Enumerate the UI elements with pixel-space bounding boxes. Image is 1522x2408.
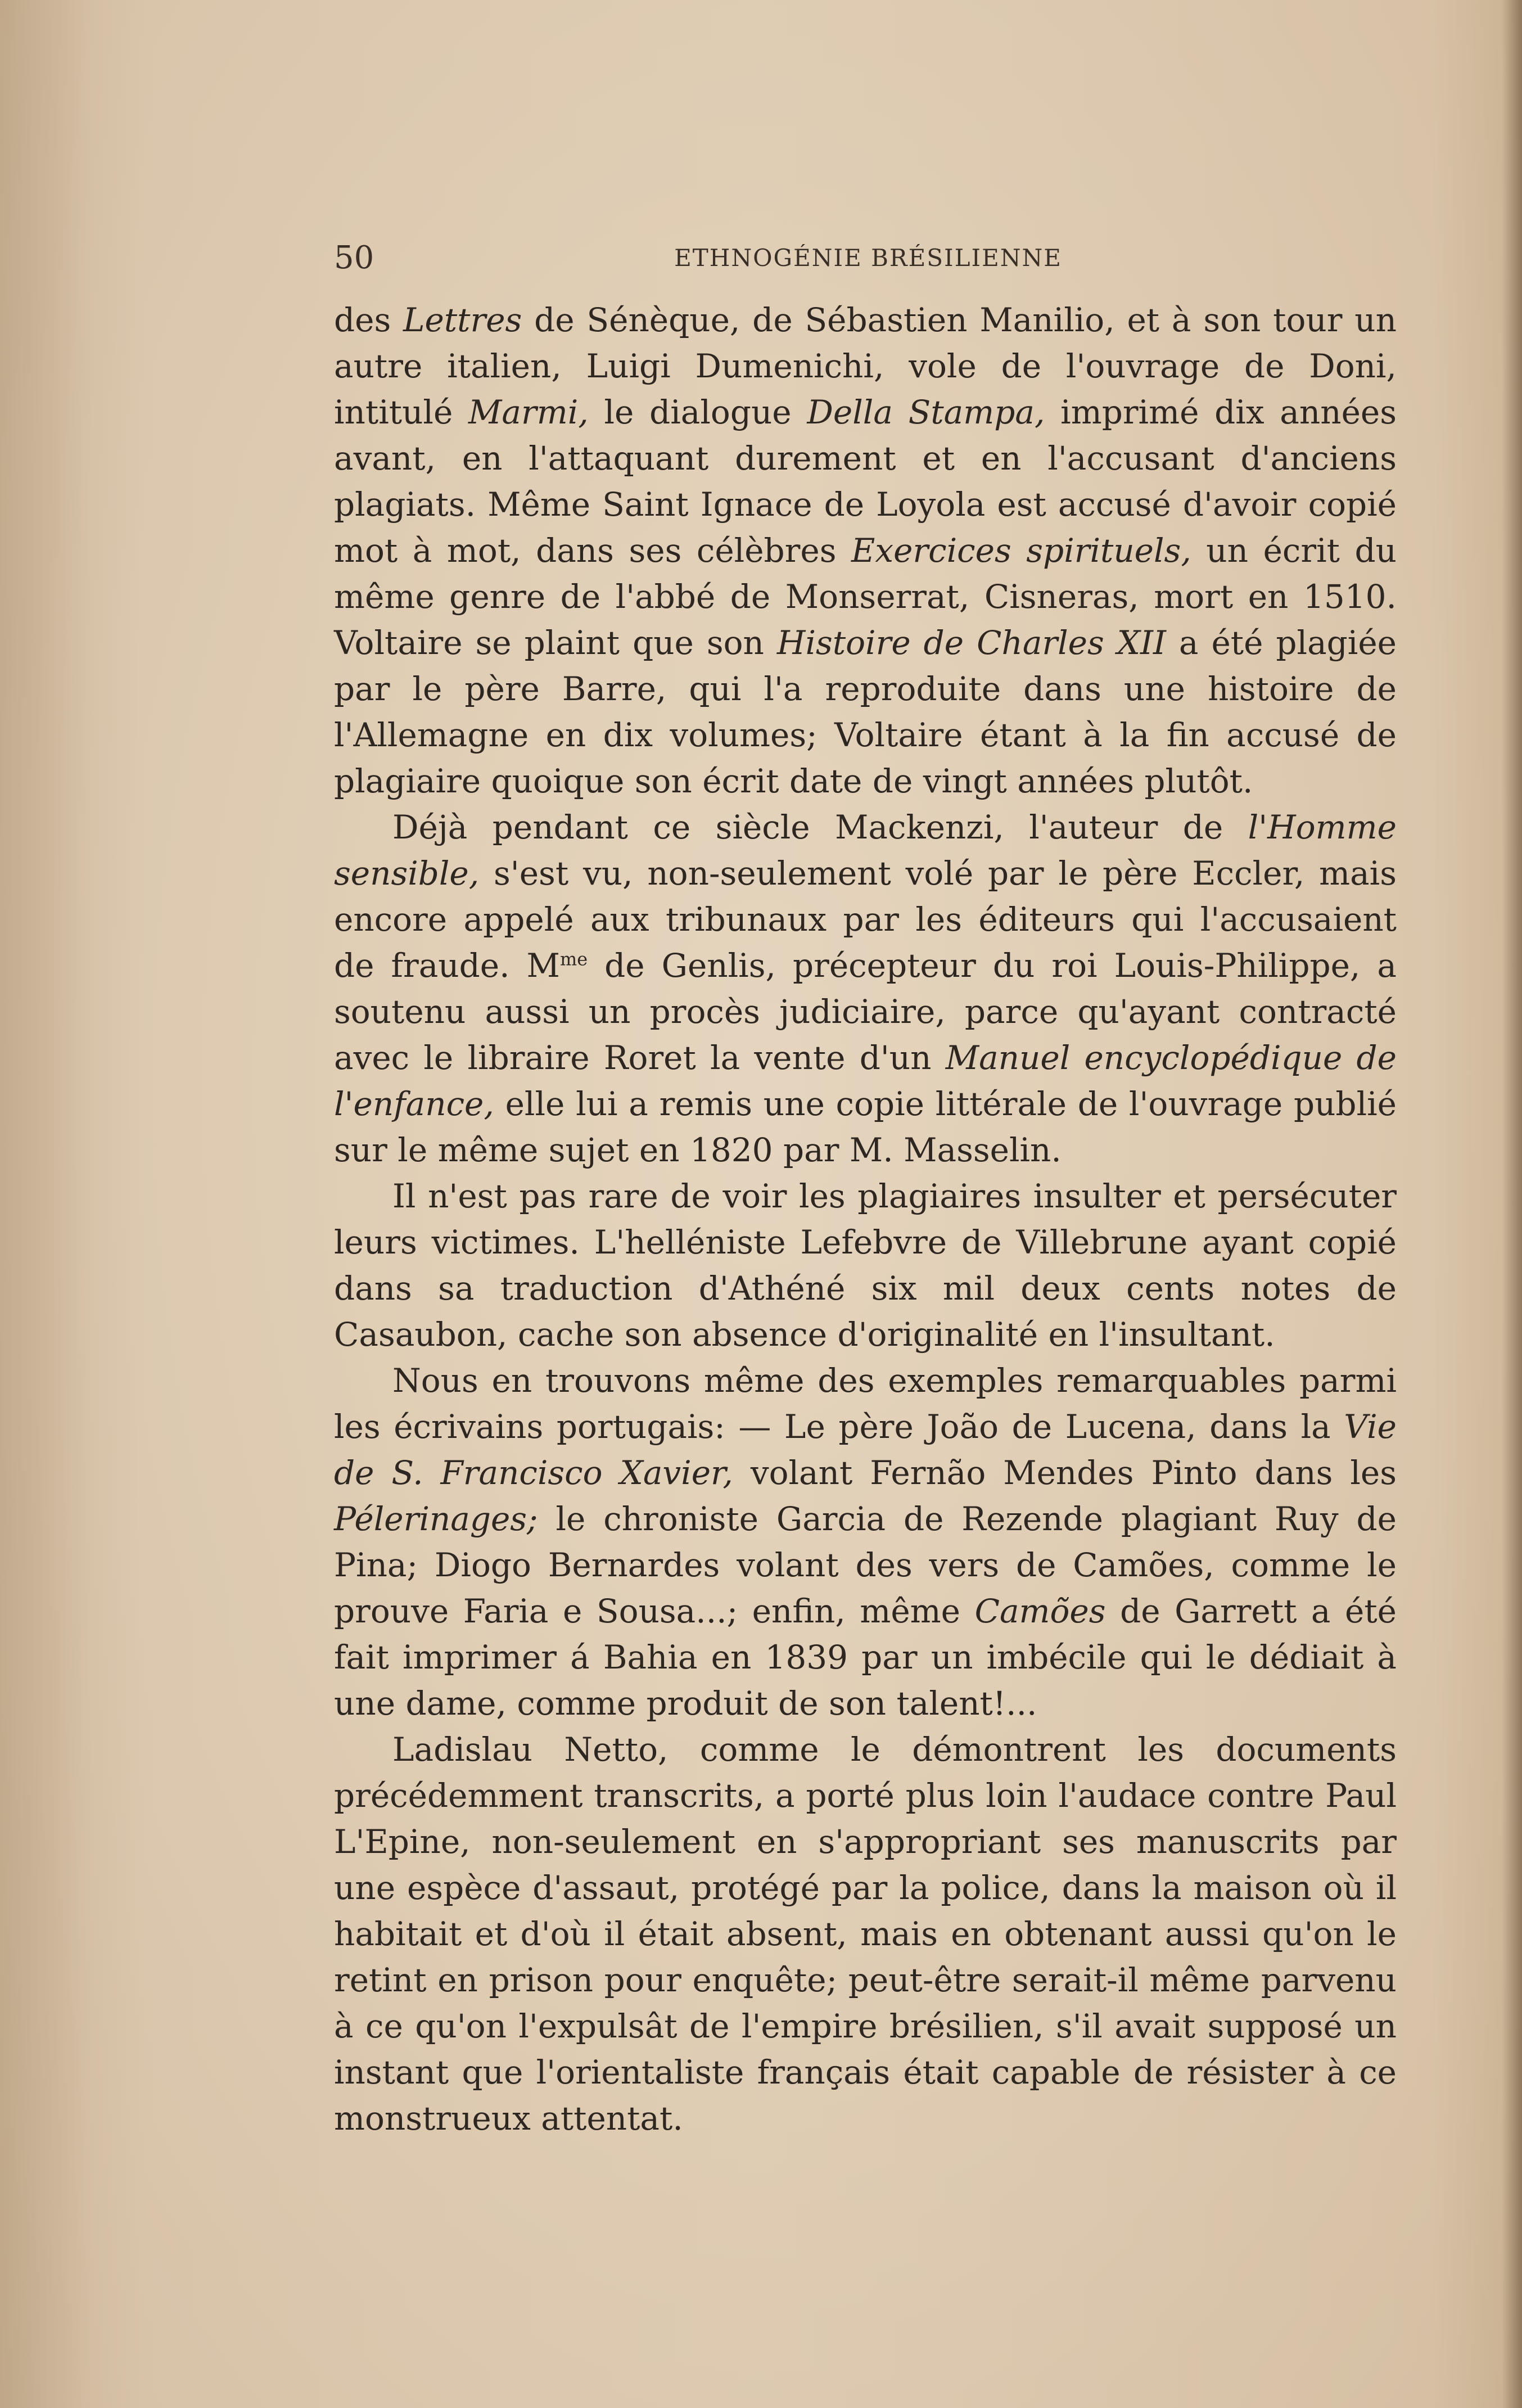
italic-title: Manuel encyclopédique de l'enfance, (334, 1039, 1397, 1123)
italic-title: Histoire de Charles XII (776, 624, 1166, 662)
page-header (334, 238, 1402, 278)
text-run: de Genlis, précepteur du roi Louis-Philippe, a soutenu aussi un procès judiciaire, parce qu'ayant contracté avec le libraire Roret la vente d'un (334, 946, 1397, 1077)
text-run: imprimé dix années avant, en l'attaquant durement et en l'accusant d'anciens plagiats. Même Saint Ignace de Loyola est accusé d'avoir copié mot à mot, dans ses célèbres (334, 393, 1397, 570)
running-title: ETHNOGÉNIE BRÉSILIENNE (674, 244, 1062, 272)
paragraph-2 (334, 804, 1397, 1173)
text-run: de Garrett a été fait imprimer á Bahia en 1839 par un imbécile qui le dédiait à une dame, comme produit de son talent!... (334, 1592, 1397, 1722)
text-run: le chroniste Garcia de Rezende plagiant Ruy de Pina; Diogo Bernardes volant des vers de Camões, comme le prouve Faria e Sousa...; enfin, même (334, 1500, 1397, 1630)
text-run: a été plagiée par le père Barre, qui l'a reproduite dans une histoire de l'Allemagne en dix volumes; Voltaire étant à la fin accusé de plagiaire quoique son écrit date de vingt années plutôt. (334, 624, 1397, 800)
body-text (334, 297, 1397, 2141)
italic-title: Pélerinages; (334, 1500, 538, 1538)
superscript: me (559, 948, 588, 970)
text-run: des (334, 301, 404, 339)
text-run: Nous en trouvons même des exemples remarquables parmi les écrivains portugais: — Le père João de Lucena, dans la (334, 1361, 1397, 1446)
italic-title: Camões (974, 1592, 1106, 1630)
paragraph-3 (334, 1173, 1397, 1358)
paragraph-4 (334, 1358, 1397, 1726)
text-run: de Sénèque, de Sébastien Manilio, et à son tour un autre italien, Luigi Dumenichi, vole de l'ouvrage de Doni, intitulé (334, 301, 1397, 431)
text-run: elle lui a remis une copie littérale de l'ouvrage publié sur le même sujet en 1820 par M. Masselin. (334, 1085, 1397, 1169)
text-run: Déjà pendant ce siècle Mackenzi, l'auteur de (392, 808, 1248, 846)
paragraph-1 (334, 297, 1397, 804)
text-run: s'est vu, non-seulement volé par le père Eccler, mais encore appelé aux tribunaux par les éditeurs qui l'accusaient de fraude. M (334, 854, 1397, 985)
italic-title: Lettres (403, 301, 522, 339)
paragraph-5 (334, 1726, 1397, 2141)
italic-title: Marmi, (468, 393, 589, 431)
text-run: volant Fernão Mendes Pinto dans les (733, 1454, 1397, 1492)
italic-title: l'Homme sensible, (334, 808, 1397, 892)
text-run: Ladislau Netto, comme le démontrent les documents précédemment transcrits, a porté plus loin l'audace contre Paul L'Epine, non-seulement en s'appropriant ses manuscrits par une espèce d'assaut, protégé par la police, dans la maison où il habitait et d'où il était absent, mais en obtenant aussi qu'on le retint en prison pour enquête; peut-être serait-il même parvenu à ce qu'on l'expulsât de l'empire brésilien, s'il avait supposé un instant que l'orientaliste français était capable de résister à ce monstrueux attentat. (334, 1730, 1397, 2138)
italic-title: Vie de S. Francisco Xavier, (334, 1408, 1397, 1492)
text-run: Il n'est pas rare de voir les plagiaires insulter et persécuter leurs victimes. L'helléniste Lefebvre de Villebrune ayant copié dans sa traduction d'Athéné six mil deux cents notes de Casaubon, cache son absence d'originalité en l'insultant. (334, 1177, 1397, 1354)
italic-title: Della Stampa, (807, 393, 1045, 431)
text-run: le dialogue (588, 393, 807, 431)
page-number: 50 (334, 240, 374, 276)
italic-title: Exercices spirituels, (851, 531, 1191, 570)
text-run: un écrit du même genre de l'abbé de Monserrat, Cisneras, mort en 1510. Voltaire se plaint que son (334, 531, 1397, 662)
